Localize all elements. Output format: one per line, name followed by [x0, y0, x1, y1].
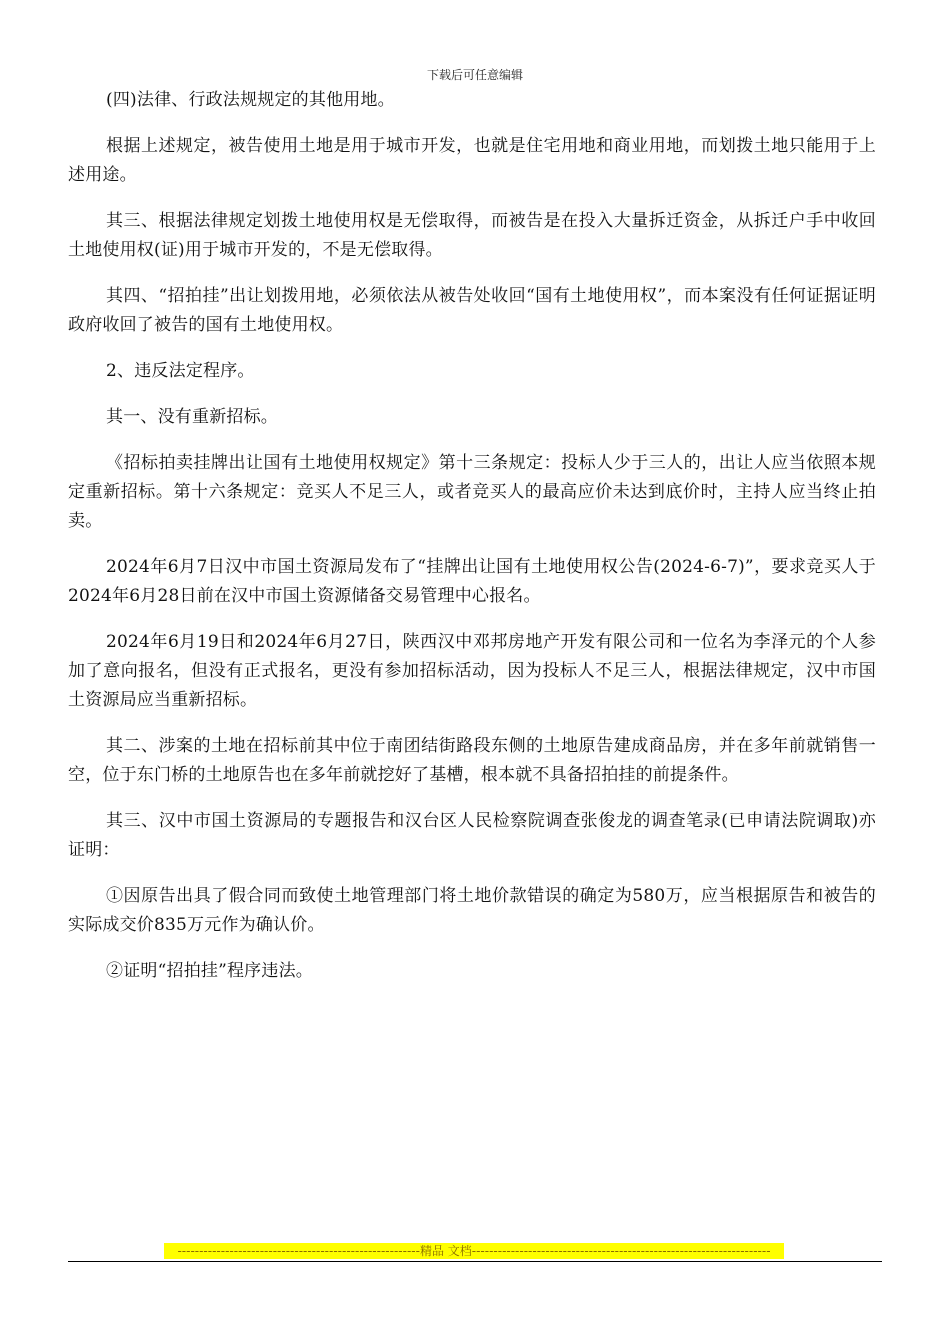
paragraph: 其四、“招拍挂”出让划拨用地，必须依法从被告处收回“国有土地使用权”，而本案没有任何证据证明政府收回了被告的国有土地使用权。: [68, 286, 876, 335]
paragraph: 根据上述规定，被告使用土地是用于城市开发，也就是住宅用地和商业用地，而划拨土地只能用于上述用途。: [68, 136, 876, 185]
paragraph: 《招标拍卖挂牌出让国有土地使用权规定》第十三条规定：投标人少于三人的，出让人应当依照本规定重新招标。第十六条规定：竞买人不足三人，或者竞买人的最高应价未达到底价时，主持人应当终止拍卖。: [68, 453, 876, 531]
footer-watermark-band: --------------------------------------------------------精品 文档---------------------------------------------------------------------: [164, 1243, 784, 1259]
document-body: [68, 86, 876, 1003]
paragraph: 2024年6月7日汉中市国土资源局发布了“挂牌出让国有土地使用权公告(2024-6-7)”，要求竞买人于2024年6月28日前在汉中市国土资源储备交易管理中心报名。: [68, 557, 876, 606]
paragraph: 其三、汉中市国土资源局的专题报告和汉台区人民检察院调查张俊龙的调查笔录(已申请法院调取)亦证明：: [68, 811, 876, 860]
footer-divider: [68, 1261, 882, 1262]
paragraph: (四)法律、行政法规规定的其他用地。: [106, 90, 395, 110]
paragraph: 2、违反法定程序。: [106, 361, 255, 381]
paragraph: 其三、根据法律规定划拨土地使用权是无偿取得，而被告是在投入大量拆迁资金，从拆迁户手中收回土地使用权(证)用于城市开发的，不是无偿取得。: [68, 211, 876, 260]
paragraph: ①因原告出具了假合同而致使土地管理部门将土地价款错误的确定为580万，应当根据原告和被告的实际成交价835万元作为确认价。: [68, 886, 876, 935]
paragraph: 其二、涉案的土地在招标前其中位于南团结街路段东侧的土地原告建成商品房，并在多年前就销售一空，位于东门桥的土地原告也在多年前就挖好了基槽，根本就不具备招拍挂的前提条件。: [68, 736, 876, 785]
paragraph: ②证明“招拍挂”程序违法。: [106, 961, 313, 981]
header-note: 下载后可任意编辑: [426, 68, 523, 82]
paragraph: 其一、没有重新招标。: [106, 407, 278, 427]
paragraph: 2024年6月19日和2024年6月27日，陕西汉中邓邦房地产开发有限公司和一位名为李泽元的个人参加了意向报名，但没有正式报名，更没有参加招标活动，因为投标人不足三人，根据法律规定，汉中市国土资源局应当重新招标。: [68, 632, 876, 710]
